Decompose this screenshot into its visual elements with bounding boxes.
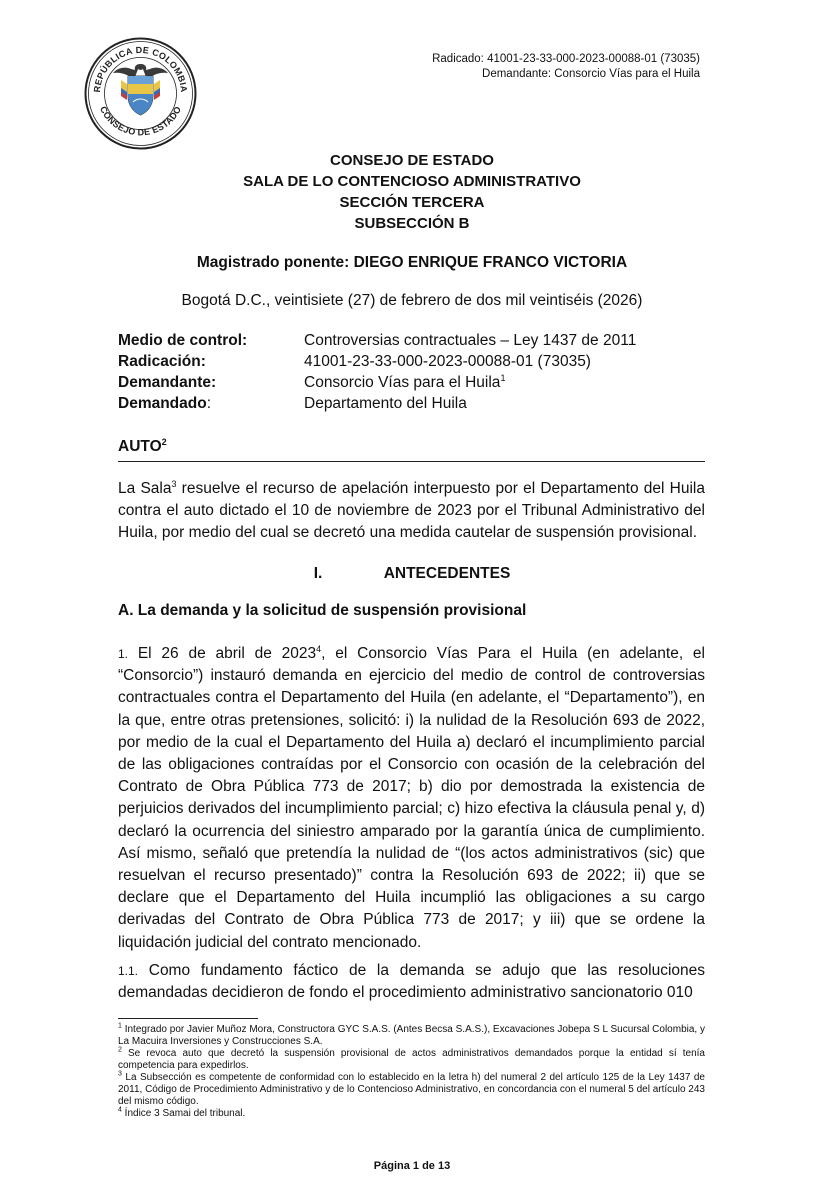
meta-row-medio [118,330,636,351]
date-line: Bogotá D.C., veintisiete (27) de febrero de dos mil veintiséis (2026) [181,292,643,309]
intro-text-rest: resuelve el recurso de apelación interpuesto por el Departamento del Huila contra el auto dictado el 10 de noviembre de 2023 por el Tribunal Administrativo del Huila, por medio del cual se decretó una medida cautelar de suspensión provisional. [118,480,705,542]
footnote-1 [118,1024,705,1048]
auto-label: AUTO [118,438,162,455]
heading-line-1: CONSEJO DE ESTADO [330,152,494,169]
footnote-2-text: Se revoca auto que decretó la suspensión provisional de actos administrativos demandados porque la entidad sí tenía competencia para expedirlos. [118,1048,705,1071]
medio-value: Controversias contractuales – Ley 1437 de 2011 [304,332,637,349]
header-demandante: Demandante: Consorcio Vías para el Huila [482,68,700,80]
paragraph-1 [118,643,705,954]
heading-line-3: SECCIÓN TERCERA [339,194,485,211]
auto-heading [118,438,167,456]
paragraph-1-1-text: Como fundamento fáctico de la demanda se adujo que las resoluciones demandadas decidieron de fondo el procedimiento administrativo sancionatorio 010 [118,962,705,1002]
meta-row-demandante [118,372,636,393]
radicacion-label: Radicación: [118,353,206,370]
footnote-1-text: Integrado por Javier Muñoz Mora, Constructora GYC S.A.S. (Antes Becsa S.A.S.), Excavaciones Jobepa S L Sucursal Colombia, y La Macuira Inversiones y Construcciones S.A. [118,1024,705,1047]
demandado-label: Demandado [118,395,207,412]
paragraph-1-number: 1. [118,647,129,661]
paragraph-1-text-start: El 26 de abril de 2023 [128,645,317,662]
footnote-ref-3: 3 [171,478,177,489]
page-number: Página 1 de 13 [373,1160,451,1172]
radicacion-value: 41001-23-33-000-2023-00088-01 (73035) [304,353,591,370]
footnote-ref-4: 4 [316,643,322,654]
meta-row-radicacion [118,351,636,372]
demandado-value: Departamento del Huila [304,395,467,412]
header-radicado: Radicado: 41001-23-33-000-2023-00088-01 (73035) [432,53,700,65]
paragraph-1-text-rest: , el Consorcio Vías Para el Huila (en adelante, el “Consorcio”) instauró demanda en ejercicio del medio de control de controversias contractuales contra el Departamento del Huila (en adelante, el “Departamento”), en la que, entre otras pretensiones, solicitó: i) la nulidad de la Resolución 693 de 2022, por medio de la cual el Departamento del Huila a) declaró el incumplimiento parcial de las obligaciones contraídas por el Consorcio con ocasión de la celebración del Contrato de Obra Pública 773 de 2017; b) dio por demostrada la existencia de perjuicios derivados del incumplimiento parcial; c) hizo efectiva la cláusula penal y, d) declaró la ocurrencia del siniestro amparado por la garantía única de cumplimiento. Así mismo, señaló que pretendía la nulidad de “(los actos administrativos (sic) que resuelvan el recurso presentado)” contra la Resolución 693 de 2022; ii) que se declare que el Departamento del Huila incumplió las obligaciones a su cargo derivadas del Contrato de Obra Pública 773 de 2017; y iii) que se ordene la liquidación judicial del contrato mencionado. [118,645,705,951]
intro-paragraph [118,478,705,545]
section-number: I. [313,565,323,582]
section-heading [0,565,824,583]
footnotes [118,1024,705,1120]
court-heading [0,150,824,234]
case-metadata [118,330,636,414]
footnote-divider [118,1018,258,1019]
footnote-3-text: La Subsección es competente de conformidad con lo establecido en la letra h) del numeral 2 del artículo 125 de la Ley 1437 de 2011, Código de Procedimiento Administrativo y de lo Contencioso Administrativo, en concordancia con el numeral 5 del artículo 243 del mismo código. [118,1072,705,1107]
seal-bottom-text: CONSEJO DE ESTADO [97,104,184,138]
footnote-2-number: 2 [118,1046,122,1054]
magistrado-ponente: Magistrado ponente: DIEGO ENRIQUE FRANCO VICTORIA [196,254,628,271]
medio-label: Medio de control: [118,332,248,349]
demandante-value: Consorcio Vías para el Huila [304,374,501,391]
paragraph-1-1 [118,960,705,1004]
footnote-4-text: Índice 3 Samai del tribunal. [121,1108,246,1119]
section-title: ANTECEDENTES [383,565,511,582]
demandado-colon: : [206,395,212,412]
footnote-4 [118,1108,705,1120]
footnote-ref-1: 1 [500,372,506,383]
paragraph-1-1-number: 1.1. [118,964,139,978]
footnote-2 [118,1048,705,1072]
subsection-title: A. La demanda y la solicitud de suspensión provisional [118,602,527,619]
footnote-3-number: 3 [118,1070,122,1078]
intro-text-start: La Sala [118,480,172,497]
consejo-de-estado-seal [83,36,198,151]
heading-line-2: SALA DE LO CONTENCIOSO ADMINISTRATIVO [243,173,581,190]
header-reference [432,52,700,82]
meta-row-demandado [118,393,636,414]
section-divider [118,461,705,462]
footnote-1-number: 1 [118,1022,122,1030]
footnote-ref-2: 2 [161,436,167,447]
footnote-3 [118,1072,705,1108]
demandante-label: Demandante: [118,374,217,391]
seal-top-text: REPÚBLICA DE COLOMBIA [91,44,190,93]
footnote-4-number: 4 [118,1106,122,1114]
heading-line-4: SUBSECCIÓN B [354,215,470,232]
